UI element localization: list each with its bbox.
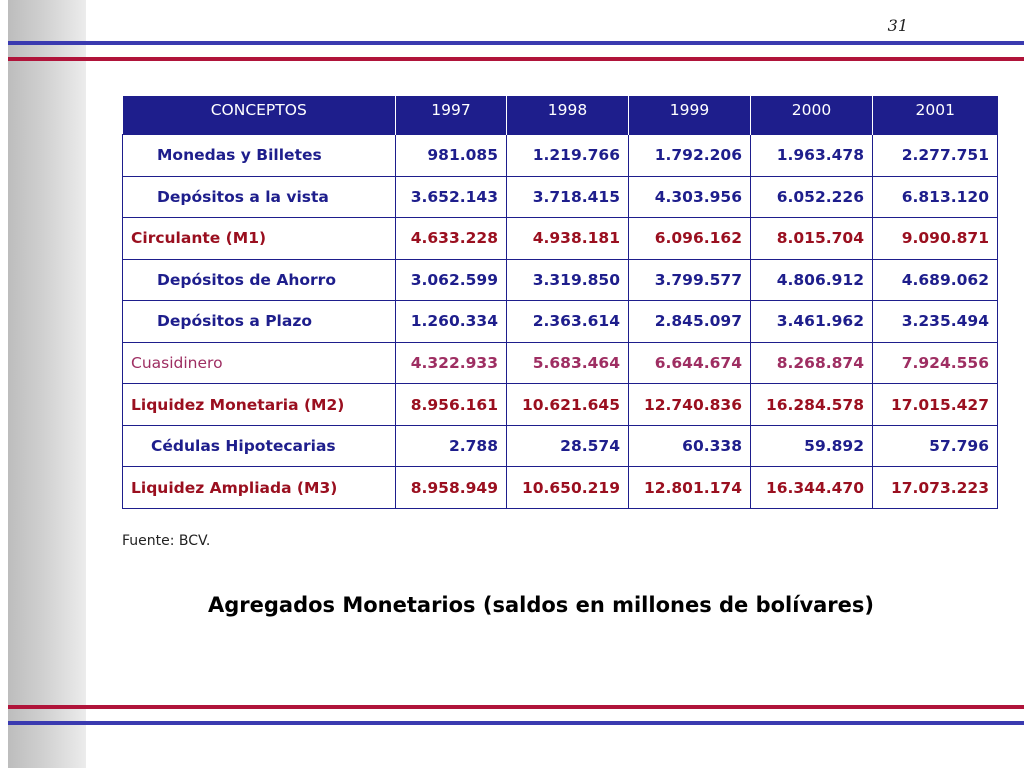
header-1997: 1997 (396, 96, 507, 124)
table-cell: 3.461.962 (751, 301, 873, 343)
table-cell: 2.788 (396, 425, 507, 467)
header-2001: 2001 (873, 96, 998, 124)
header-1998: 1998 (507, 96, 629, 124)
table-cell: 7.924.556 (873, 342, 998, 384)
table-cell: 3.799.577 (629, 259, 751, 301)
header-2000: 2000 (751, 96, 873, 124)
table-cell: 1.219.766 (507, 135, 629, 177)
row-concept: Depósitos a la vista (123, 176, 396, 218)
table-cell: 3.235.494 (873, 301, 998, 343)
table-cell: 28.574 (507, 425, 629, 467)
table-cell: 59.892 (751, 425, 873, 467)
table-row (123, 176, 998, 218)
row-concept: Depósitos de Ahorro (123, 259, 396, 301)
table-cell: 17.015.427 (873, 384, 998, 426)
table-caption: Agregados Monetarios (saldos en millones de bolívares) (207, 593, 875, 617)
source-note: Fuente: BCV. (122, 533, 211, 549)
table-cell: 6.644.674 (629, 342, 751, 384)
table-cell: 4.322.933 (396, 342, 507, 384)
table-cell: 981.085 (396, 135, 507, 177)
table-cell: 12.801.174 (629, 467, 751, 509)
table-cell: 4.633.228 (396, 218, 507, 260)
table-row (123, 467, 998, 509)
table-cell: 9.090.871 (873, 218, 998, 260)
header-concepts: CONCEPTOS (123, 96, 396, 124)
table-cell: 60.338 (629, 425, 751, 467)
table-cell: 1.792.206 (629, 135, 751, 177)
table-cell: 1.260.334 (396, 301, 507, 343)
monetary-aggregates-table (122, 96, 998, 509)
table-cell: 16.284.578 (751, 384, 873, 426)
table-cell: 57.796 (873, 425, 998, 467)
table-cell: 16.344.470 (751, 467, 873, 509)
table-cell: 4.938.181 (507, 218, 629, 260)
table-row (123, 218, 998, 260)
top-blue-stripe (8, 41, 1024, 45)
row-concept: Cédulas Hipotecarias (123, 425, 396, 467)
table-cell: 5.683.464 (507, 342, 629, 384)
table-cell: 3.718.415 (507, 176, 629, 218)
table-cell: 8.958.949 (396, 467, 507, 509)
left-decorative-bar (8, 0, 86, 768)
table-cell: 6.052.226 (751, 176, 873, 218)
table-row (123, 135, 998, 177)
table-cell: 6.096.162 (629, 218, 751, 260)
row-concept: Liquidez Ampliada (M3) (123, 467, 396, 509)
bottom-red-stripe (8, 705, 1024, 709)
row-concept: Circulante (M1) (123, 218, 396, 260)
table-cell: 10.650.219 (507, 467, 629, 509)
table-cell: 2.277.751 (873, 135, 998, 177)
table-cell: 8.015.704 (751, 218, 873, 260)
top-red-stripe (8, 57, 1024, 61)
table-cell: 3.319.850 (507, 259, 629, 301)
row-concept: Liquidez Monetaria (M2) (123, 384, 396, 426)
table-cell: 8.956.161 (396, 384, 507, 426)
table-cell: 3.652.143 (396, 176, 507, 218)
table-row (123, 425, 998, 467)
table-row (123, 384, 998, 426)
table-cell: 8.268.874 (751, 342, 873, 384)
table-cell: 4.303.956 (629, 176, 751, 218)
table-header-row (123, 96, 998, 124)
table-cell: 4.689.062 (873, 259, 998, 301)
table-cell: 3.062.599 (396, 259, 507, 301)
table-cell: 4.806.912 (751, 259, 873, 301)
bottom-blue-stripe (8, 721, 1024, 725)
table-cell: 6.813.120 (873, 176, 998, 218)
table-cell: 2.363.614 (507, 301, 629, 343)
table-cell: 2.845.097 (629, 301, 751, 343)
row-concept: Monedas y Billetes (123, 135, 396, 177)
table-row (123, 342, 998, 384)
page-number: 31 (887, 16, 908, 35)
row-concept: Depósitos a Plazo (123, 301, 396, 343)
table-row (123, 259, 998, 301)
table-row (123, 301, 998, 343)
table-cell: 10.621.645 (507, 384, 629, 426)
table-cell: 17.073.223 (873, 467, 998, 509)
table-cell: 1.963.478 (751, 135, 873, 177)
header-1999: 1999 (629, 96, 751, 124)
table-cell: 12.740.836 (629, 384, 751, 426)
table-header-band (123, 124, 998, 135)
row-concept: Cuasidinero (123, 342, 396, 384)
